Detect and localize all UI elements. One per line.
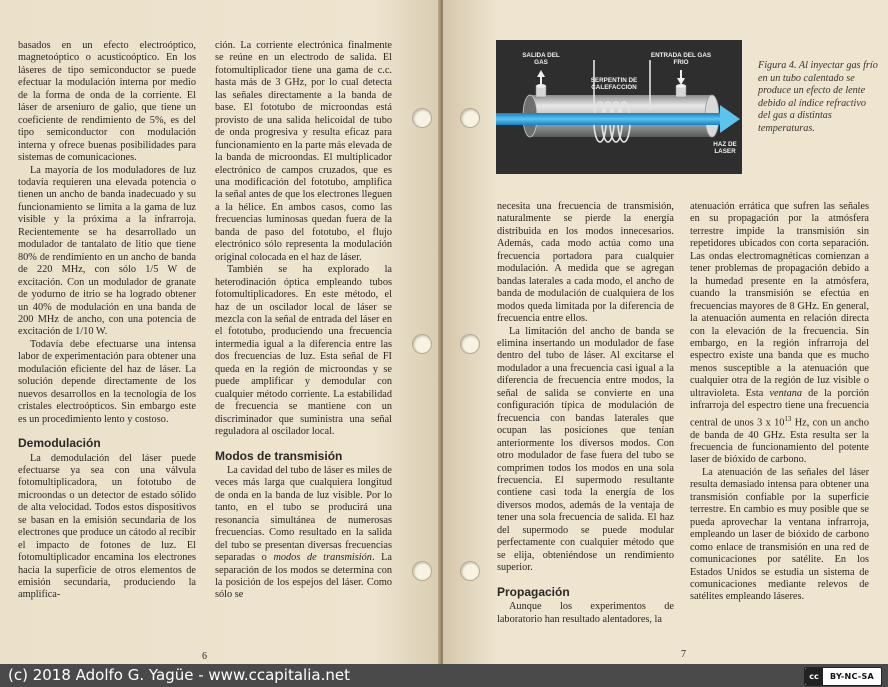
paragraph: La mayoría de los moduladores de luz todavía requieren una elevada potencia o tienen un ancho de banda inadecuado y su funcionamiento se limita a la gama de luz visible y la próxima a la infrarroja. Recientemente se ha desarrollado un modulador de tantalato de litio que tiene 80% de rendimiento en un ancho de banda de 220 MHz, con sólo 1/5 W de excitación. Con un modulador de granate de yodurno de itrio se ha logrado obtener un 40% de modulación en una banda de 200 MHz de ancho, con una potencia de excitación de 1/10 W.: [18, 164, 196, 338]
emphasis: ventana: [769, 387, 803, 399]
paragraph: basados en un efecto electroóptico, magnetoóptico o acusticoóptico. En los láseres de tipo semiconductor se puede efectuar la modulación interna por medio de la forma de onda de la corriente. El láser de arseniuro de galio, que tiene un coeficiente de rendimiento de 5%, es del tipo semiconductor con modulación interna y ofrece buenas posibilidades para sistemas de comunicaciones.: [18, 40, 196, 164]
right-column-1: [497, 201, 674, 626]
label-laser-beam: HAZ DE LASER: [713, 141, 737, 156]
inlet-port: [676, 84, 686, 97]
paragraph: La demodulación del láser puede efectuarse ya sea con una válvula fotomultiplicadora, un fototubo de microondas o un detector de estado sólido de alta velocidad. Todos estos dispositivos se basan en la emisión secundaria de los electrones que produce un cátodo al recibir el impacto de fotones de luz. El fotomultiplicador encamina los electrones hacia la superficie de otros elementos de emisión secundaria, produciendo la amplifica-: [18, 452, 196, 601]
binder-hole: [460, 334, 480, 354]
outlet-port: [536, 84, 546, 97]
cc-license-badge[interactable]: [804, 667, 882, 686]
left-column-2: [215, 40, 392, 602]
paragraph: La limitación del ancho de banda se elimina insertando un modulador de fase dentro del tubo de láser. Al excitarse el modulador a una frecuencia casi igual a la diferencia de frecuencia entre modos, la señal de salida se convierte en una configuración típica de modulación de frecuencia con bandas laterales que ocupan las posiciones que tenían anteriormente los diversos modos. Con otro modulador de fase fuera del tubo se comprimen todos los modos en una sola frecuencia. El supermodo resultante contiene casi toda la energía de los diversos modos, además de la ventaja de tener una sola frecuencia de salida. El haz del supermodo se puede modular perfectamente con cualquier método que se elija, obteniéndose un rendimiento superior.: [497, 325, 674, 574]
label-gas-outlet: SALIDA DEL GAS: [522, 52, 560, 67]
superscript: 13: [784, 414, 792, 423]
figure-gas-lens-diagram: [496, 40, 742, 174]
paragraph: También se ha explorado la heterodinación óptica empleando tubos fotomultiplicadores. En este método, el haz de un oscilador local de láser se mezcla con la señal de entrada del láser en el fototubo, produciendo una frecuencia intermedia igual a la diferencia entre las dos frecuencias de luz. Esta señal de FI queda en la región de microondas y se puede amplificar y demodular con cualquier método corriente. La estabilidad de frecuencia se mantiene con un discriminador que suministra una señal reguladora al oscilador local.: [215, 264, 392, 438]
binder-hole: [412, 561, 432, 581]
section-heading: Propagación: [497, 584, 570, 599]
section-heading: Modos de transmisión: [215, 448, 343, 463]
paragraph: Aunque los experimentos de laboratorio han resultado alentadores, la: [497, 601, 674, 625]
paragraph: atenuación errática que sufren las señales en su propagación por la atmósfera terrestre impide la transmisión sin repetidores ubicados con corta separación. Las ondas electromagnéticas comienzan a tener problemas de propagación debido a la humedad presente en la atmósfera, cuando la transmisión se efectúa en frecuencias mayores de 8 GHz. En general, la atenuación aumenta en relación directa con la elevación de la frecuencia. Sin embargo, en la región infrarroja del espectro existe una banda que es mucho menos susceptible a la atenuación que cualquier otra de la región de luz visible o ultravioleta. Esta ventana de la porción infrarroja del espectro tiene una frecuencia central de unos 3 x $10^{13}$ Hz, con un ancho de banda de 40 GHz. Esta resulta ser la frecuencia de funcionamiento del potente laser de bióxido de carbono.: [690, 201, 870, 466]
label-heating-coil: SERPENTIN DE CALEFACCION: [590, 77, 638, 92]
license-label: BY-NC-SA: [829, 672, 875, 681]
left-column-1: [18, 40, 196, 602]
watermark-bar: [0, 664, 888, 687]
paragraph: La cavidad del tubo de láser es miles de veces más larga que cualquiera longitud de onda en la banda de luz visible. Por lo tanto, en el tubo se producirá una resonancia simultánea de numerosas frecuencias. Como resultado en la salida del tubo se presentan diversas frecuencias separadas o modos de transmisión. La separación de los modos se determina con la posición de los espejos del láser. Como sólo se: [215, 464, 392, 601]
emphasis: modos de transmisión: [273, 552, 372, 564]
paragraph: Todavía debe efectuarse una intensa labor de experimentación para obtener una modulación eficiente del haz de láser. La solución depende directamente de los nuevos desarrollos en la tecnología de los cristales electroópticos. Sin embargo este es un procedimiento lento y costoso.: [18, 338, 196, 425]
page-number: 7: [681, 649, 686, 660]
figure-caption: Figura 4. Al inyectar gas frío en un tubo calentado se produce un efecto de lente debido al índice refractivo del gas a distintas temperaturas.: [758, 60, 878, 134]
binder-hole: [412, 108, 432, 128]
paragraph: La atenuación de las señales del láser resulta demasiado intensa para obtener una transmisión confiable por la superficie terrestre. En cambio es muy posible que se pueda aprovechar la ventana infrarroja, empleando un laser de bióxido de carbono como enlace de transmisión en una red de comunicaciones por satélite. En los Estados Unidos se estudia un sistema de comunicaciones mediante relevos de satélites empleando láseres.: [690, 466, 869, 603]
label-gas-inlet: ENTRADA DEL GAS FRIO: [650, 52, 712, 67]
page-number: 6: [202, 651, 207, 662]
left-page: [0, 0, 440, 664]
paragraph: ción. La corriente electrónica finalmente se reúne en un electrodo de salida. El fotomultiplicador tiene una gama de c.c. hasta más de 3 GHz, por lo cual detecta las señales directamente a la banda de base. El fototubo de microondas está provisto de una salida helicoidal de tubo de onda progresiva y resulta eficaz para funcionamiento en la parte más elevada de la banda de microondas. El multiplicador electrónico de campos cruzados, que es una modificación del fototubo, amplifica la señal antes de que los electrones lleguen a la hélice. En ambos casos, como las frecuencias luminosas quedan fuera de la banda de paso del fototubo, el flujo electrónico sólo representa la modulación original colocada en el haz de láser.: [215, 40, 392, 263]
paragraph: necesita una frecuencia de transmisión, naturalmente se pierde la energía distribuida en los modos innecesarios. Además, cada modo actúa como una frecuencia portadora para cualquier modulación. A medida que se agregan bandas laterales a cada modo, el ancho de banda de modulación de cualquiera de los modos queda limitada por la diferencia de frecuencia entre ellos.: [497, 201, 674, 325]
section-heading: Demodulación: [18, 436, 101, 451]
binder-hole: [412, 334, 432, 354]
binder-hole: [460, 108, 480, 128]
right-column-2: [690, 201, 869, 604]
copyright-text: (c) 2018 Adolfo G. Yagüe - www.ccapitalia.net: [8, 666, 350, 684]
binder-hole: [460, 561, 480, 581]
cc-icon: cc: [805, 668, 823, 685]
